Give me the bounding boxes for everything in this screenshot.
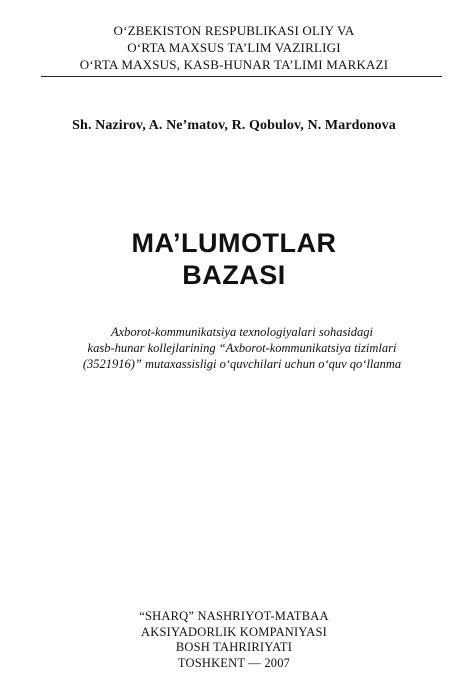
title-line-1: MA’LUMOTLAR <box>131 228 337 258</box>
header-line-2: O‘RTA MAXSUS TA’LIM VAZIRLIGI <box>127 40 341 55</box>
header-divider <box>41 76 442 77</box>
footer-line-2: AKSIYADORLIK KOMPANIYASI <box>141 624 327 639</box>
title-line-2: BAZASI <box>182 260 286 290</box>
book-subtitle <box>70 324 414 372</box>
header-line-3: O‘RTA MAXSUS, KASB-HUNAR TA’LIMI MARKAZI <box>79 57 389 72</box>
subtitle-line-2: kasb-hunar kollejlarining “Axborot-kommunikatsiya tizimlari <box>87 341 397 355</box>
authors: Sh. Nazirov, A. Ne’matov, R. Qobulov, N. Mardonova <box>72 118 396 133</box>
publisher-footer <box>0 609 468 671</box>
footer-line-1: “SHARQ” NASHRIYOT-MATBAA <box>139 609 329 623</box>
book-title <box>0 227 468 291</box>
footer-line-4: TOSHKENT — 2007 <box>177 655 291 670</box>
subtitle-line-1: Axborot-kommunikatsiya texnologiyalari sohasidagi <box>111 325 373 339</box>
header-line-1: O‘ZBEKISTON RESPUBLIKASI OLIY VA <box>113 23 355 38</box>
ministry-header <box>0 22 468 73</box>
footer-line-3: BOSH TAHRIRIYATI <box>175 640 293 654</box>
subtitle-line-3: (3521916)” mutaxassisligi o‘quvchilari uchun o‘quv qo‘llanma <box>82 357 402 371</box>
